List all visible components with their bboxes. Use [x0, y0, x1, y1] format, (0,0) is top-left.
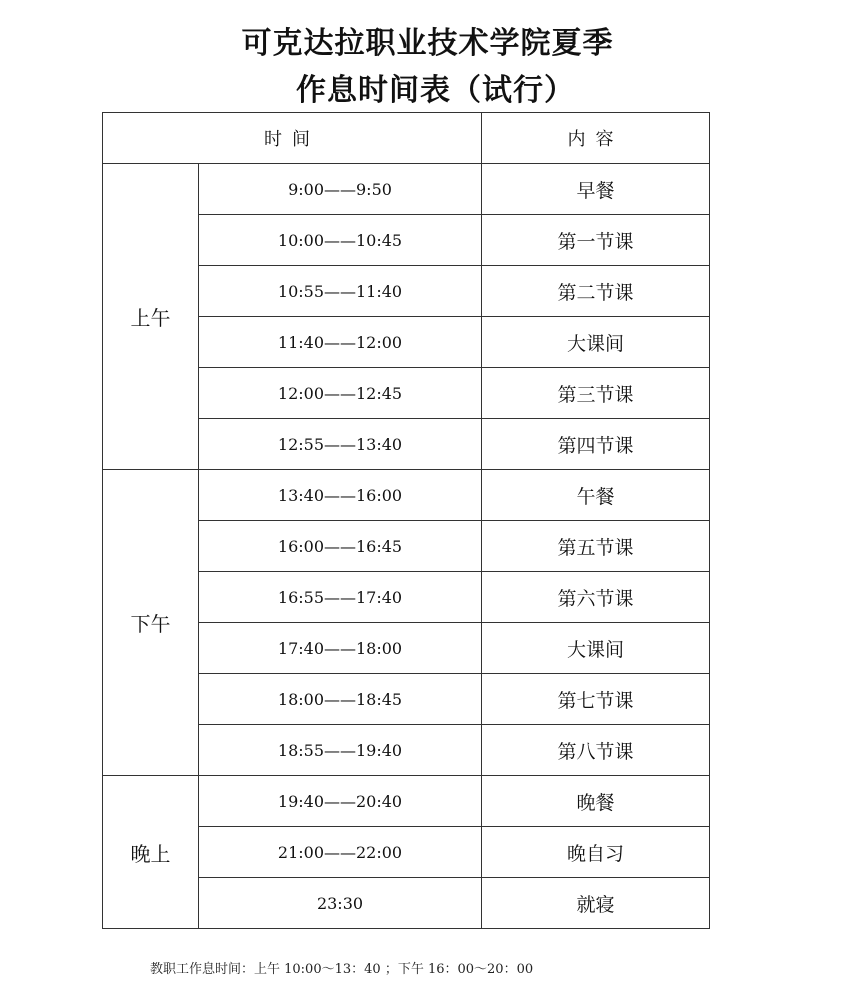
content-cell: 第二节课	[482, 266, 710, 317]
time-cell: 16:55——17:40	[199, 572, 482, 623]
document-title-line2: 作息时间表（试行）	[296, 73, 575, 108]
time-cell: 11:40——12:00	[199, 317, 482, 368]
schedule-body	[103, 164, 710, 929]
time-cell: 16:00——16:45	[199, 521, 482, 572]
content-cell: 早餐	[482, 164, 710, 215]
time-cell: 9:00——9:50	[199, 164, 482, 215]
content-cell: 第四节课	[482, 419, 710, 470]
table-row	[103, 164, 710, 215]
table-row	[103, 470, 710, 521]
table-row	[103, 776, 710, 827]
time-cell: 18:55——19:40	[199, 725, 482, 776]
time-cell: 19:40——20:40	[199, 776, 482, 827]
time-cell: 10:55——11:40	[199, 266, 482, 317]
schedule-table	[102, 112, 710, 929]
time-column-header: 时间	[103, 113, 482, 164]
content-cell: 大课间	[482, 317, 710, 368]
period-label: 晚上	[103, 776, 199, 929]
time-cell: 12:00——12:45	[199, 368, 482, 419]
time-cell: 13:40——16:00	[199, 470, 482, 521]
time-cell: 21:00——22:00	[199, 827, 482, 878]
staff-hours-footnote: 教职工作息时间：上午 10:00～13：40 ；下午 16：00～20：00	[150, 962, 534, 977]
time-cell: 12:55——13:40	[199, 419, 482, 470]
content-cell: 第八节课	[482, 725, 710, 776]
time-cell: 17:40——18:00	[199, 623, 482, 674]
content-cell: 第六节课	[482, 572, 710, 623]
content-cell: 晚自习	[482, 827, 710, 878]
content-cell: 第七节课	[482, 674, 710, 725]
period-label: 上午	[103, 164, 199, 470]
content-cell: 第五节课	[482, 521, 710, 572]
content-cell: 大课间	[482, 623, 710, 674]
content-cell: 第三节课	[482, 368, 710, 419]
header-row	[103, 113, 710, 164]
period-label: 下午	[103, 470, 199, 776]
content-cell: 就寝	[482, 878, 710, 929]
time-cell: 18:00——18:45	[199, 674, 482, 725]
time-cell: 23:30	[199, 878, 482, 929]
content-column-header: 内容	[482, 113, 710, 164]
content-cell: 晚餐	[482, 776, 710, 827]
time-cell: 10:00——10:45	[199, 215, 482, 266]
content-cell: 第一节课	[482, 215, 710, 266]
document-title-line1: 可克达拉职业技术学院夏季	[241, 26, 614, 61]
content-cell: 午餐	[482, 470, 710, 521]
